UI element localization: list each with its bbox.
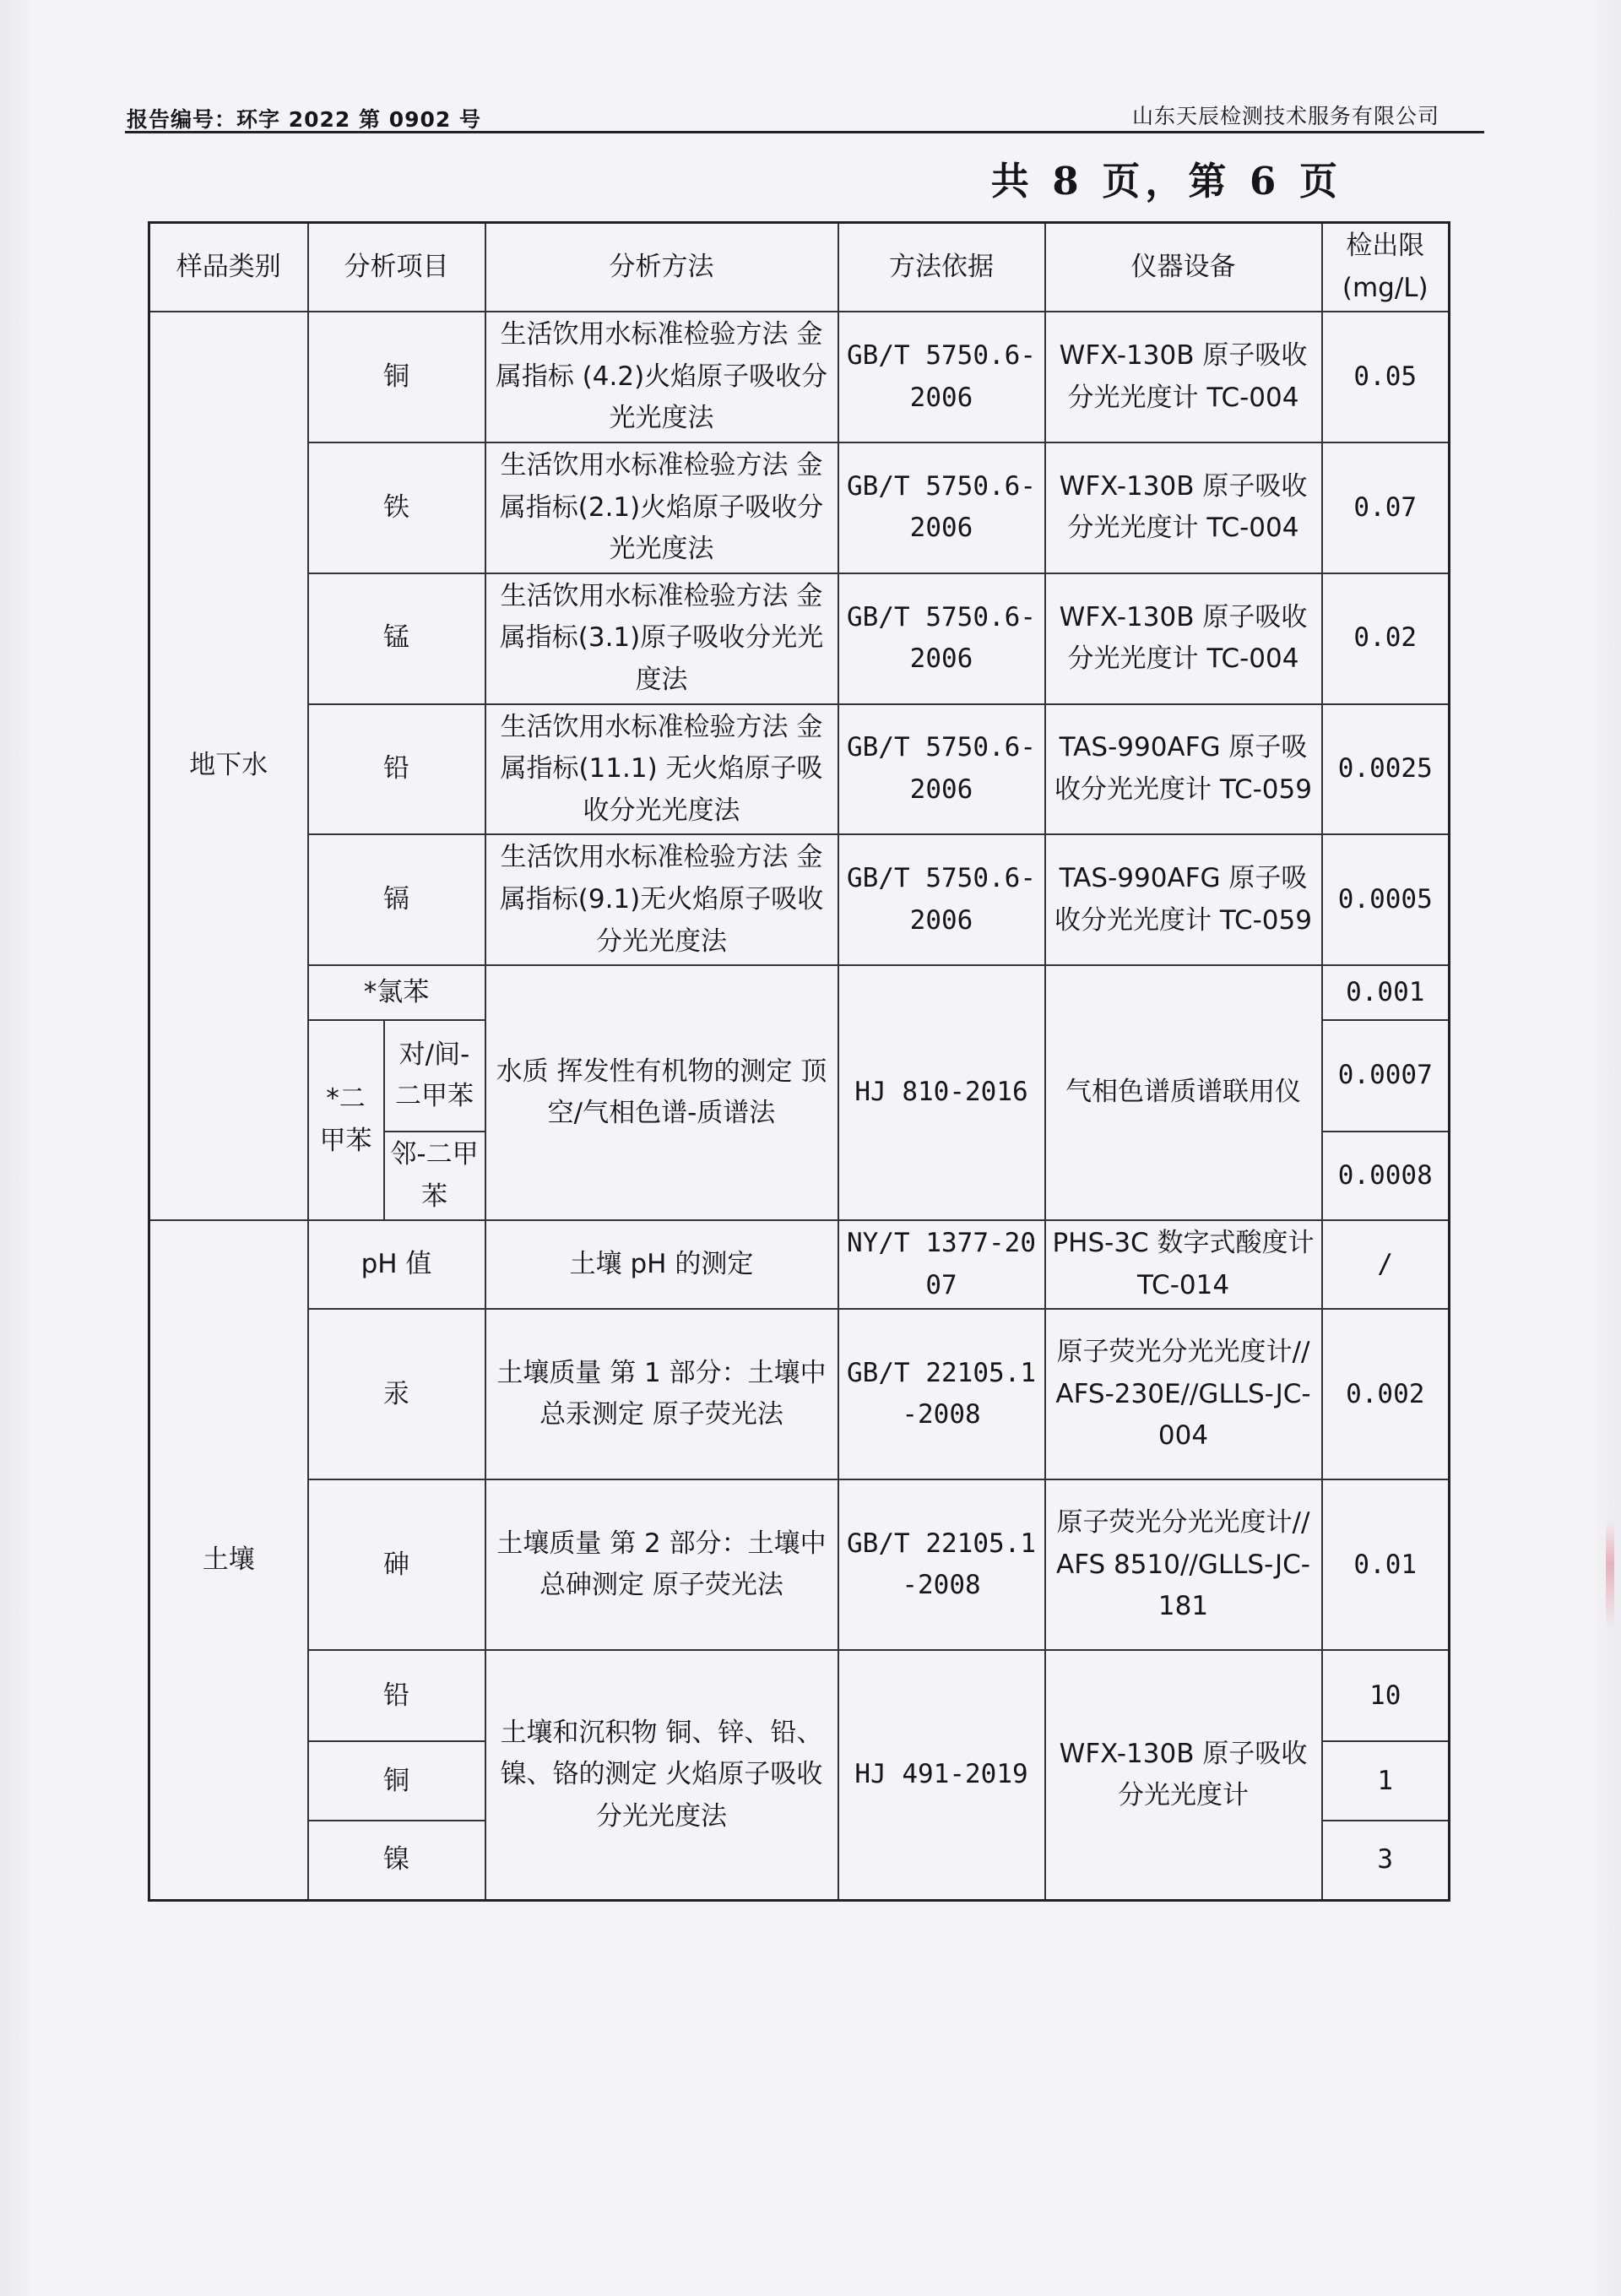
company-name: 山东天辰检测技术服务有限公司 xyxy=(1131,104,1439,128)
item-cell: 砷 xyxy=(308,1479,485,1650)
basis-cell: GB/T 5750.6-2006 xyxy=(838,442,1045,573)
col-header-category: 样品类别 xyxy=(149,223,308,312)
item-cell: 邻-二甲苯 xyxy=(384,1132,485,1220)
limit-cell: 0.0008 xyxy=(1322,1132,1450,1220)
category-groundwater: 地下水 xyxy=(149,312,308,1220)
limit-cell: 0.0025 xyxy=(1322,704,1450,835)
instrument-cell: PHS-3C 数字式酸度计 TC-014 xyxy=(1045,1220,1322,1309)
method-cell: 生活饮用水标准检验方法 金属指标(2.1)火焰原子吸收分光光度法 xyxy=(485,442,838,573)
report-number: 报告编号：环字 2022 第 0902 号 xyxy=(127,107,481,132)
instrument-cell: WFX-130B 原子吸收分光光度计 TC-004 xyxy=(1045,312,1322,442)
col-header-method: 分析方法 xyxy=(485,223,838,312)
table-row xyxy=(149,834,1450,965)
instrument-cell: WFX-130B 原子吸收分光光度计 xyxy=(1045,1650,1322,1900)
instrument-cell: 气相色谱质谱联用仪 xyxy=(1045,965,1322,1220)
method-cell: 土壤质量 第 1 部分：土壤中总汞测定 原子荧光法 xyxy=(485,1309,838,1479)
col-header-instrument: 仪器设备 xyxy=(1045,223,1322,312)
basis-cell: HJ 491-2019 xyxy=(838,1650,1045,1900)
header-divider xyxy=(125,131,1484,133)
item-group-xylene: *二甲苯 xyxy=(308,1020,384,1220)
table-row xyxy=(149,1650,1450,1741)
method-cell: 生活饮用水标准检验方法 金属指标(3.1)原子吸收分光光度法 xyxy=(485,573,838,704)
method-cell: 土壤 pH 的测定 xyxy=(485,1220,838,1309)
table-row xyxy=(149,312,1450,442)
limit-cell: 0.0005 xyxy=(1322,834,1450,965)
table-row xyxy=(149,1309,1450,1479)
method-cell: 水质 挥发性有机物的测定 顶空/气相色谱-质谱法 xyxy=(485,965,838,1220)
basis-cell: HJ 810-2016 xyxy=(838,965,1045,1220)
seal-edge-mark xyxy=(1606,1520,1614,1630)
col-header-limit: 检出限 (mg/L) xyxy=(1322,223,1450,312)
page-indicator: 共 8 页，第 6 页 xyxy=(990,159,1342,204)
table-row xyxy=(149,965,1450,1020)
limit-cell: 0.05 xyxy=(1322,312,1450,442)
item-cell: 铅 xyxy=(308,1650,485,1741)
table-row xyxy=(149,1220,1450,1309)
item-cell: 锰 xyxy=(308,573,485,704)
item-cell: 铜 xyxy=(308,1741,485,1821)
limit-cell: 0.002 xyxy=(1322,1309,1450,1479)
limit-cell: 1 xyxy=(1322,1741,1450,1821)
limit-cell: 0.001 xyxy=(1322,965,1450,1020)
basis-cell: GB/T 5750.6-2006 xyxy=(838,834,1045,965)
instrument-cell: WFX-130B 原子吸收分光光度计 TC-004 xyxy=(1045,442,1322,573)
limit-cell: 0.07 xyxy=(1322,442,1450,573)
col-header-basis: 方法依据 xyxy=(838,223,1045,312)
limit-cell: 0.02 xyxy=(1322,573,1450,704)
method-cell: 土壤质量 第 2 部分：土壤中总砷测定 原子荧光法 xyxy=(485,1479,838,1650)
basis-cell: NY/T 1377-2007 xyxy=(838,1220,1045,1309)
table-row xyxy=(149,442,1450,573)
method-cell: 生活饮用水标准检验方法 金属指标 (4.2)火焰原子吸收分光光度法 xyxy=(485,312,838,442)
item-cell: 镍 xyxy=(308,1821,485,1900)
item-cell: 镉 xyxy=(308,834,485,965)
basis-cell: GB/T 5750.6-2006 xyxy=(838,704,1045,835)
limit-cell: / xyxy=(1322,1220,1450,1309)
table-row xyxy=(149,704,1450,835)
limit-cell: 10 xyxy=(1322,1650,1450,1741)
method-table xyxy=(148,221,1450,1902)
method-cell: 生活饮用水标准检验方法 金属指标(9.1)无火焰原子吸收分光光度法 xyxy=(485,834,838,965)
item-cell: 铅 xyxy=(308,704,485,835)
item-cell: 铜 xyxy=(308,312,485,442)
item-cell: pH 值 xyxy=(308,1220,485,1309)
header-row xyxy=(149,223,1450,312)
method-cell: 土壤和沉积物 铜、锌、铅、镍、铬的测定 火焰原子吸收分光光度法 xyxy=(485,1650,838,1900)
basis-cell: GB/T 5750.6-2006 xyxy=(838,573,1045,704)
instrument-cell: TAS-990AFG 原子吸收分光光度计 TC-059 xyxy=(1045,704,1322,835)
instrument-cell: 原子荧光分光光度计//AFS-230E//GLLS-JC-004 xyxy=(1045,1309,1322,1479)
category-soil: 土壤 xyxy=(149,1220,308,1900)
item-cell: 对/间-二甲苯 xyxy=(384,1020,485,1132)
limit-cell: 0.0007 xyxy=(1322,1020,1450,1132)
table-row xyxy=(149,573,1450,704)
limit-cell: 3 xyxy=(1322,1821,1450,1900)
method-cell: 生活饮用水标准检验方法 金属指标(11.1) 无火焰原子吸收分光光度法 xyxy=(485,704,838,835)
item-cell: 铁 xyxy=(308,442,485,573)
instrument-cell: 原子荧光分光光度计//AFS 8510//GLLS-JC-181 xyxy=(1045,1479,1322,1650)
basis-cell: GB/T 22105.1-2008 xyxy=(838,1309,1045,1479)
instrument-cell: TAS-990AFG 原子吸收分光光度计 TC-059 xyxy=(1045,834,1322,965)
instrument-cell: WFX-130B 原子吸收分光光度计 TC-004 xyxy=(1045,573,1322,704)
limit-cell: 0.01 xyxy=(1322,1479,1450,1650)
basis-cell: GB/T 5750.6-2006 xyxy=(838,312,1045,442)
item-cell: 汞 xyxy=(308,1309,485,1479)
basis-cell: GB/T 22105.1-2008 xyxy=(838,1479,1045,1650)
item-cell: *氯苯 xyxy=(308,965,485,1020)
col-header-item: 分析项目 xyxy=(308,223,485,312)
table-row xyxy=(149,1479,1450,1650)
